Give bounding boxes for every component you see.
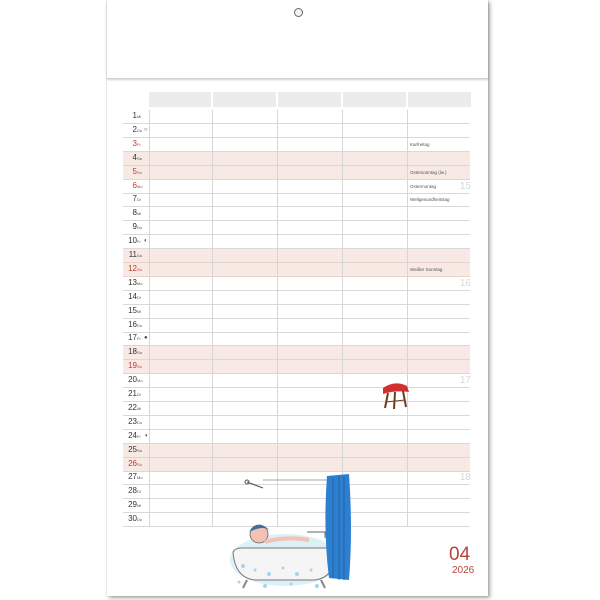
moon-phase-icon: ◐ (144, 238, 148, 245)
column-header-1 (149, 92, 211, 107)
weekday-abbr: Sa (137, 253, 142, 258)
day-row (123, 332, 470, 346)
day-number: 26 (128, 458, 137, 468)
day-number: 21 (128, 389, 137, 398)
day-number: 8 (132, 208, 137, 218)
day-row (123, 152, 470, 166)
day-number: 4 (132, 152, 137, 162)
day-row (123, 305, 470, 319)
day-row (123, 138, 470, 152)
day-number: 1 (132, 111, 137, 120)
weekday-abbr: Do (137, 322, 143, 328)
day-number: 29 (128, 500, 137, 510)
weekday-abbr: Di (137, 294, 141, 300)
day-number: 14 (128, 291, 137, 301)
day-number: 13 (128, 277, 137, 287)
year: 2026 (452, 565, 475, 576)
weekday-abbr: Mi (137, 308, 142, 314)
day-row (123, 430, 470, 444)
column-divider (149, 110, 150, 526)
moon-phase-icon: ● (144, 335, 148, 342)
weekday-abbr: Mi (137, 405, 142, 411)
day-number: 19 (128, 361, 137, 371)
weekday-abbr: Mo (137, 183, 143, 189)
weekday-abbr: Fr (137, 433, 141, 439)
day-row (123, 444, 470, 458)
weekday-abbr: Mo (137, 378, 143, 384)
day-number: 24 (128, 430, 137, 440)
weekday-abbr: Do (137, 517, 143, 523)
day-row (123, 263, 470, 277)
day-row (123, 402, 470, 416)
day-number: 20 (128, 375, 137, 385)
calendar-header-flap (107, 0, 488, 79)
month-number: 04 (449, 544, 471, 565)
weekday-abbr: Do (137, 225, 143, 231)
column-divider (212, 110, 213, 526)
column-header-4 (343, 92, 406, 107)
day-number: 17 (128, 333, 137, 343)
weekday-abbr: Di (137, 392, 141, 397)
day-number: 23 (128, 416, 137, 426)
weekday-abbr: Mi (137, 114, 142, 119)
holiday-note: Ostersonntag (lw.) (410, 169, 447, 175)
day-row (123, 388, 470, 402)
day-number: 6 (132, 180, 137, 190)
weekday-abbr: Do (137, 419, 143, 425)
day-row (123, 319, 470, 333)
weekday-abbr: Fr (137, 141, 141, 147)
day-row (123, 249, 470, 263)
week-number: 18 (459, 472, 471, 484)
weekday-abbr: Fr (137, 336, 141, 342)
day-row (123, 360, 470, 374)
weekday-abbr: Mi (137, 503, 142, 509)
column-divider (407, 110, 408, 526)
moon-phase-icon: ◑ (144, 432, 148, 439)
day-number: 27 (128, 472, 137, 482)
day-row (123, 346, 470, 360)
weekday-abbr: So (137, 364, 142, 370)
weekday-abbr: So (137, 169, 142, 175)
day-row (123, 235, 470, 249)
weekday-abbr: Sa (137, 447, 142, 453)
day-row (123, 180, 470, 194)
day-number: 11 (128, 250, 137, 259)
day-number: 9 (132, 222, 137, 232)
weekday-abbr: Di (137, 489, 141, 495)
day-row (123, 193, 470, 207)
day-number: 2 (132, 124, 137, 134)
day-number: 10 (128, 236, 137, 246)
weekday-abbr: Mi (137, 211, 142, 217)
day-row (123, 277, 470, 291)
weekday-abbr: Mo (137, 280, 143, 286)
calendar-page (107, 0, 488, 596)
day-row (123, 374, 470, 388)
day-row (123, 221, 470, 235)
day-row (123, 110, 470, 124)
column-header-2 (213, 92, 276, 107)
day-row (123, 291, 470, 305)
weekday-abbr: Do (137, 127, 143, 133)
day-number: 15 (128, 305, 137, 315)
day-number: 7 (132, 194, 137, 204)
moon-phase-icon: ○ (144, 126, 148, 133)
weekday-abbr: So (137, 461, 142, 467)
day-number: 30 (128, 514, 137, 524)
week-number: 16 (459, 277, 471, 289)
day-number: 3 (132, 138, 137, 148)
week-number: 15 (459, 180, 471, 192)
day-number: 28 (128, 486, 137, 496)
weekday-abbr: Sa (137, 155, 142, 161)
weekday-abbr: Fr (137, 239, 141, 245)
holiday-note: Karfreitag (410, 141, 430, 147)
day-number: 12 (128, 263, 137, 273)
red-stool-illustration (379, 378, 413, 412)
day-number: 5 (132, 166, 137, 176)
day-number: 25 (128, 444, 137, 454)
column-header-5 (408, 92, 471, 107)
day-row (123, 166, 470, 180)
day-number: 22 (128, 402, 137, 412)
week-number: 17 (459, 375, 471, 387)
holiday-note: Weltgesundheitstag (410, 197, 450, 203)
holiday-note: Ostermontag (410, 183, 437, 189)
day-row (123, 207, 470, 221)
bathtub-illustration (225, 470, 375, 595)
column-divider (277, 110, 278, 526)
weekday-abbr: Mo (137, 475, 143, 481)
weekday-abbr: So (137, 266, 142, 272)
column-divider (342, 110, 343, 526)
column-header-3 (278, 92, 341, 107)
day-number: 16 (128, 319, 137, 329)
day-number: 18 (128, 347, 137, 357)
holiday-note: Weißer Sonntag (410, 266, 443, 272)
day-row (123, 124, 470, 138)
weekday-abbr: Sa (137, 350, 142, 356)
day-row (123, 416, 470, 430)
weekday-abbr: Di (137, 197, 141, 203)
hanging-hole (294, 8, 303, 17)
